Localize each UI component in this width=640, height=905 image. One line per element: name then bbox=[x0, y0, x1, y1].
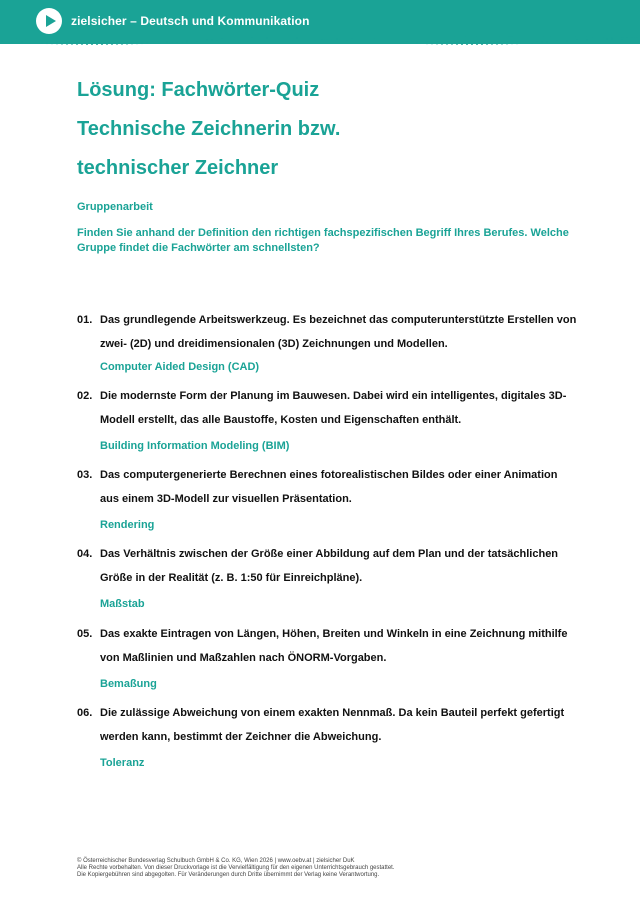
border-dot bbox=[316, 38, 318, 40]
border-dot bbox=[76, 43, 78, 45]
border-dot bbox=[126, 43, 128, 45]
border-dot bbox=[56, 42, 58, 44]
border-dot bbox=[381, 40, 383, 42]
border-dot bbox=[281, 37, 283, 39]
border-dot bbox=[481, 43, 483, 45]
border-dot bbox=[271, 37, 273, 39]
border-dot bbox=[571, 40, 573, 42]
border-dot bbox=[66, 43, 68, 45]
border-dot bbox=[211, 39, 213, 41]
border-dot bbox=[291, 37, 293, 39]
border-dot bbox=[101, 43, 103, 45]
border-dot bbox=[26, 41, 28, 43]
border-dot bbox=[466, 43, 468, 45]
question-number: 04. bbox=[77, 548, 93, 560]
footer bbox=[77, 858, 517, 879]
border-dot bbox=[111, 43, 113, 45]
border-dot bbox=[181, 40, 183, 42]
border-dot bbox=[86, 43, 88, 45]
question-text: Die modernste Form der Planung im Bauwesen. Dabei wird ein intelligentes, digitales 3D-Modell erstellt, das alle Baustoffe, Kosten und Eigenschaften enthält. bbox=[100, 390, 567, 426]
question-04 bbox=[77, 542, 577, 590]
answer-01: Computer Aided Design (CAD) bbox=[100, 361, 260, 373]
border-dot bbox=[636, 37, 638, 39]
border-dot bbox=[346, 39, 348, 41]
border-dot bbox=[366, 40, 368, 42]
border-dot bbox=[386, 41, 388, 43]
border-dot bbox=[186, 40, 188, 42]
question-number: 01. bbox=[77, 314, 93, 326]
border-dot bbox=[296, 37, 298, 39]
question-text: Das grundlegende Arbeitswerkzeug. Es bezeichnet das computerunterstützte Erstellen von zwei- (2D) und dreidimensionalen (3D) Zeichnungen und Modellen. bbox=[100, 314, 577, 350]
question-text: Das computergenerierte Berechnen eines fotorealistischen Bildes oder einer Animation aus einem 3D-Modell zur visuellen Präsentation. bbox=[100, 469, 558, 505]
answer-03: Rendering bbox=[100, 519, 155, 531]
border-dot bbox=[196, 40, 198, 42]
border-dot bbox=[496, 43, 498, 45]
border-dot bbox=[201, 39, 203, 41]
border-dot bbox=[541, 41, 543, 43]
border-dot bbox=[266, 37, 268, 39]
border-dot bbox=[136, 42, 138, 44]
footer-line: Alle Rechte vorbehalten. Von dieser Druckvorlage ist die Vervielfältigung für den eigenen Unterrichtsgebrauch gestattet. bbox=[77, 865, 395, 871]
border-dot bbox=[351, 39, 353, 41]
border-dot bbox=[356, 39, 358, 41]
border-dot bbox=[221, 38, 223, 40]
border-dot bbox=[566, 40, 568, 42]
border-dot bbox=[561, 40, 563, 42]
question-03 bbox=[77, 463, 577, 511]
question-05 bbox=[77, 622, 577, 670]
border-dot bbox=[616, 38, 618, 40]
border-dot bbox=[511, 42, 513, 44]
brand-text: zielsicher – Deutsch und Kommunikation bbox=[71, 14, 310, 28]
border-dot bbox=[91, 43, 93, 45]
border-dot bbox=[116, 43, 118, 45]
border-dot bbox=[171, 41, 173, 43]
border-dot bbox=[606, 38, 608, 40]
question-01 bbox=[77, 308, 577, 356]
border-dot bbox=[146, 42, 148, 44]
border-dot bbox=[191, 40, 193, 42]
border-dot bbox=[46, 42, 48, 44]
border-dot bbox=[471, 43, 473, 45]
border-dot bbox=[536, 41, 538, 43]
border-dot bbox=[256, 37, 258, 39]
border-dot bbox=[216, 39, 218, 41]
border-dot bbox=[121, 43, 123, 45]
play-icon bbox=[36, 8, 62, 34]
border-dot bbox=[1, 40, 3, 42]
border-dot bbox=[546, 41, 548, 43]
question-02 bbox=[77, 384, 577, 432]
question-number: 02. bbox=[77, 390, 93, 402]
border-dot bbox=[301, 37, 303, 39]
border-dot bbox=[451, 43, 453, 45]
border-dot bbox=[401, 41, 403, 43]
border-dot bbox=[611, 38, 613, 40]
page-title: Lösung: Fachwörter-Quiz bbox=[77, 79, 320, 101]
page-subtitle-line-1: Technische Zeichnerin bzw. bbox=[77, 118, 341, 140]
border-dot bbox=[391, 41, 393, 43]
border-dot bbox=[156, 42, 158, 44]
border-dot bbox=[376, 40, 378, 42]
border-dot bbox=[16, 41, 18, 43]
border-dot bbox=[621, 38, 623, 40]
question-06 bbox=[77, 701, 577, 749]
border-dot bbox=[31, 42, 33, 44]
border-dot bbox=[106, 43, 108, 45]
answer-06: Toleranz bbox=[100, 757, 145, 769]
border-dot bbox=[61, 43, 63, 45]
border-dot bbox=[81, 43, 83, 45]
border-dot bbox=[446, 43, 448, 45]
border-dot bbox=[631, 37, 633, 39]
border-dot bbox=[161, 41, 163, 43]
border-dot bbox=[421, 42, 423, 44]
footer-line: © Österreichischer Bundesverlag Schulbuch GmbH & Co. KG, Wien 2026 | www.oebv.at | zielsicher DuK bbox=[77, 858, 355, 864]
border-dot bbox=[131, 42, 133, 44]
border-dot bbox=[226, 38, 228, 40]
border-dot bbox=[526, 42, 528, 44]
border-dot bbox=[406, 41, 408, 43]
border-dot bbox=[576, 39, 578, 41]
instructions: Finden Sie anhand der Definition den richtigen fachspezifischen Begriff Ihres Berufes. Welche Gruppe findet die Fachwörter am schnellsten? bbox=[77, 227, 569, 254]
border-dot bbox=[36, 42, 38, 44]
border-dot bbox=[331, 38, 333, 40]
border-dot bbox=[206, 39, 208, 41]
border-dot bbox=[336, 38, 338, 40]
border-dot bbox=[551, 41, 553, 43]
border-dot bbox=[396, 41, 398, 43]
border-dot bbox=[586, 39, 588, 41]
border-dot bbox=[426, 42, 428, 44]
border-dot bbox=[276, 37, 278, 39]
border-dot bbox=[306, 37, 308, 39]
border-dot bbox=[436, 43, 438, 45]
border-dot bbox=[261, 37, 263, 39]
border-dot bbox=[96, 43, 98, 45]
brand bbox=[36, 8, 310, 34]
border-dot bbox=[371, 40, 373, 42]
question-number: 05. bbox=[77, 628, 93, 640]
border-dot bbox=[231, 38, 233, 40]
border-dot bbox=[461, 43, 463, 45]
border-dot bbox=[581, 39, 583, 41]
question-number: 06. bbox=[77, 707, 93, 719]
group-label: Gruppenarbeit bbox=[77, 201, 153, 213]
border-dot bbox=[521, 42, 523, 44]
border-dot bbox=[441, 43, 443, 45]
border-dot bbox=[556, 40, 558, 42]
border-dot bbox=[361, 39, 363, 41]
border-dot bbox=[501, 43, 503, 45]
border-dot bbox=[596, 39, 598, 41]
border-dot bbox=[6, 40, 8, 42]
border-dot bbox=[151, 42, 153, 44]
dotted-border bbox=[0, 34, 640, 48]
footer-line: Die Kopiergebühren sind abgegolten. Für Veränderungen durch Dritte übernimmt der Verlag keine Verantwortung. bbox=[77, 872, 380, 878]
border-dot bbox=[286, 37, 288, 39]
border-dot bbox=[51, 42, 53, 44]
border-dot bbox=[321, 38, 323, 40]
border-dot bbox=[236, 38, 238, 40]
border-dot bbox=[516, 42, 518, 44]
border-dot bbox=[326, 38, 328, 40]
border-dot bbox=[21, 41, 23, 43]
border-dot bbox=[601, 38, 603, 40]
question-number: 03. bbox=[77, 469, 93, 481]
border-dot bbox=[431, 42, 433, 44]
border-dot bbox=[141, 42, 143, 44]
border-dot bbox=[591, 39, 593, 41]
answer-05: Bemaßung bbox=[100, 678, 157, 690]
border-dot bbox=[456, 43, 458, 45]
border-dot bbox=[241, 38, 243, 40]
question-text: Die zulässige Abweichung von einem exakten Nennmaß. Da kein Bauteil perfekt gefertigt werden kann, bestimmt der Zeichner die Abweichung. bbox=[100, 707, 565, 743]
border-dot bbox=[506, 43, 508, 45]
border-dot bbox=[41, 42, 43, 44]
border-dot bbox=[251, 37, 253, 39]
border-dot bbox=[411, 42, 413, 44]
question-text: Das Verhältnis zwischen der Größe einer Abbildung auf dem Plan und der tatsächlichen Größe in der Realität (z. B. 1:50 für Einreichpläne). bbox=[100, 548, 559, 584]
border-dot bbox=[11, 41, 13, 43]
border-dot bbox=[246, 38, 248, 40]
border-dot bbox=[416, 42, 418, 44]
border-dot bbox=[486, 43, 488, 45]
answer-02: Building Information Modeling (BIM) bbox=[100, 440, 290, 452]
border-dot bbox=[531, 42, 533, 44]
border-dot bbox=[476, 43, 478, 45]
page-subtitle-line-2: technischer Zeichner bbox=[77, 157, 279, 179]
border-dot bbox=[311, 37, 313, 39]
border-dot bbox=[491, 43, 493, 45]
border-dot bbox=[71, 43, 73, 45]
border-dot bbox=[166, 41, 168, 43]
border-dot bbox=[341, 38, 343, 40]
question-text: Das exakte Eintragen von Längen, Höhen, Breiten und Winkeln in eine Zeichnung mithilfe von Maßlinien und Maßzahlen nach ÖNORM-Vorgaben. bbox=[100, 628, 568, 664]
border-dot bbox=[626, 37, 628, 39]
border-dot bbox=[176, 41, 178, 43]
answer-04: Maßstab bbox=[100, 598, 145, 610]
